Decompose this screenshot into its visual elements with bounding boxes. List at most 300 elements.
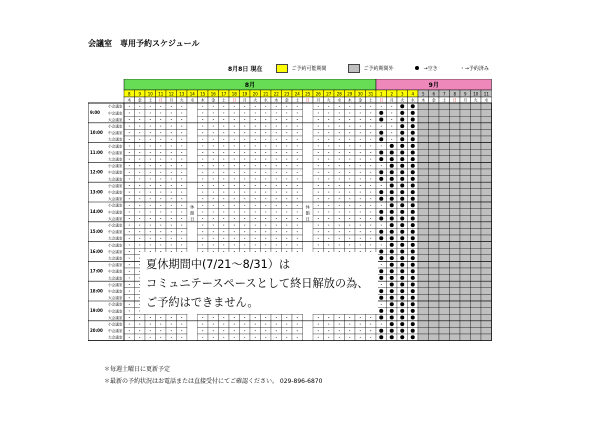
weekday-label: 火 (253, 97, 258, 103)
schedule-cell (418, 169, 429, 176)
booked-mark (349, 165, 350, 166)
booked-mark (276, 145, 277, 146)
booked-mark (286, 185, 287, 186)
schedule-cell (450, 176, 461, 183)
booked-mark (318, 119, 319, 120)
room-label: 小会議室 (108, 124, 123, 129)
booked-mark (339, 324, 340, 325)
schedule-cell (460, 202, 471, 209)
schedule-cell (471, 103, 482, 110)
booked-mark (139, 324, 140, 325)
schedule-cell (471, 248, 482, 255)
booked-mark (181, 178, 182, 179)
available-dot (379, 190, 383, 194)
available-dot (400, 223, 404, 227)
booked-mark (244, 139, 245, 140)
schedule-cell (471, 189, 482, 196)
date-label: 13 (179, 91, 185, 97)
booked-mark (139, 159, 140, 160)
booked-mark (213, 145, 214, 146)
booked-mark (318, 218, 319, 219)
booked-mark (129, 284, 130, 285)
booked-mark (129, 139, 130, 140)
booked-mark (339, 159, 340, 160)
booked-mark (213, 330, 214, 331)
schedule-cell (439, 261, 450, 268)
booked-mark (150, 165, 151, 166)
weekday-label: 火 (179, 97, 184, 103)
booked-mark (139, 198, 140, 199)
weekday-label: 木 (127, 97, 132, 103)
booked-mark (171, 106, 172, 107)
schedule-cell (481, 308, 492, 315)
booked-mark (139, 218, 140, 219)
weekday-label: 水 (190, 97, 195, 103)
booked-mark (318, 165, 319, 166)
booked-mark (265, 211, 266, 212)
booked-mark (339, 126, 340, 127)
booked-mark (360, 317, 361, 318)
schedule-cell (418, 162, 429, 169)
available-dot (390, 250, 394, 254)
booked-mark (265, 205, 266, 206)
schedule-cell (460, 248, 471, 255)
booked-mark (244, 145, 245, 146)
closed-day-char: 休 (305, 204, 310, 210)
schedule-cell (429, 268, 440, 275)
booked-mark (244, 132, 245, 133)
booked-mark (381, 304, 382, 305)
room-label: 大会議室 (108, 177, 123, 182)
available-dot (411, 118, 415, 122)
booked-mark (360, 225, 361, 226)
time-slot-label: 20:00 (90, 328, 103, 333)
booked-mark (318, 337, 319, 338)
booked-mark (129, 291, 130, 292)
schedule-cell (481, 327, 492, 334)
booked-mark (181, 126, 182, 127)
booked-mark (223, 324, 224, 325)
booked-mark (255, 178, 256, 179)
available-dot (379, 269, 383, 273)
booked-mark (234, 337, 235, 338)
weekday-label: 土 (221, 97, 226, 103)
schedule-cell (471, 156, 482, 163)
available-dot (379, 131, 383, 135)
booked-mark (255, 192, 256, 193)
booked-mark (360, 172, 361, 173)
available-dot (379, 230, 383, 234)
booked-mark (297, 152, 298, 153)
booked-mark (234, 172, 235, 173)
booked-mark (370, 165, 371, 166)
schedule-cell (481, 143, 492, 150)
booked-mark (318, 317, 319, 318)
booked-mark (181, 205, 182, 206)
booked-mark (202, 159, 203, 160)
date-label: 14 (189, 91, 195, 97)
booked-mark (234, 225, 235, 226)
schedule-cell (471, 334, 482, 341)
booked-mark (129, 205, 130, 206)
available-dot (390, 203, 394, 207)
booked-mark (223, 330, 224, 331)
booked-mark (223, 231, 224, 232)
available-dot (411, 236, 415, 240)
booked-mark (360, 244, 361, 245)
booked-mark (286, 172, 287, 173)
weekday-label: 火 (473, 97, 478, 103)
booked-mark (150, 126, 151, 127)
as-of-date: 8月8日 現在 (228, 65, 263, 73)
weekday-label: 金 (284, 97, 289, 103)
booked-mark (286, 225, 287, 226)
schedule-cell (471, 301, 482, 308)
booked-mark (349, 198, 350, 199)
schedule-cell (450, 255, 461, 262)
schedule-cell (429, 143, 440, 150)
schedule-cell (481, 294, 492, 301)
booked-mark (276, 198, 277, 199)
booked-mark (286, 152, 287, 153)
weekday-label: 土 (295, 97, 300, 103)
booked-mark (297, 139, 298, 140)
booked-mark (181, 172, 182, 173)
available-dot (411, 164, 415, 168)
date-label: 9 (138, 91, 142, 97)
schedule-cell (471, 129, 482, 136)
available-dot (390, 144, 394, 148)
booked-mark (339, 178, 340, 179)
date-label: 4 (411, 91, 415, 97)
available-dot (390, 243, 394, 247)
booked-mark (255, 330, 256, 331)
booked-mark (255, 317, 256, 318)
booked-mark (265, 132, 266, 133)
booked-mark (265, 192, 266, 193)
schedule-cell (460, 308, 471, 315)
room-label: 小会議室 (108, 223, 123, 228)
schedule-cell (460, 176, 471, 183)
booked-dot-icon (415, 66, 419, 70)
available-dot (379, 316, 383, 320)
booked-mark (160, 178, 161, 179)
available-dot (400, 283, 404, 287)
schedule-cell (450, 123, 461, 130)
available-dot (379, 111, 383, 115)
booked-mark (234, 165, 235, 166)
available-dot (411, 184, 415, 188)
date-label: 15 (200, 91, 206, 97)
booked-mark (213, 198, 214, 199)
available-dot (390, 177, 394, 181)
available-dot (400, 184, 404, 188)
date-label: 8 (453, 91, 457, 97)
weekday-label: 日 (232, 97, 237, 103)
room-label: 大会議室 (108, 157, 123, 162)
booked-mark (297, 330, 298, 331)
available-dot (400, 236, 404, 240)
booked-mark (202, 119, 203, 120)
closed-day-char: 日 (190, 216, 195, 222)
booked-mark (286, 337, 287, 338)
available-dot (400, 230, 404, 234)
schedule-cell (471, 143, 482, 150)
date-label: 21 (263, 91, 269, 97)
schedule-cell (460, 327, 471, 334)
booked-mark (244, 152, 245, 153)
booked-mark (255, 218, 256, 219)
time-slot-label: 12:00 (90, 169, 103, 175)
schedule-cell (418, 228, 429, 235)
booked-mark (318, 231, 319, 232)
booked-mark (349, 244, 350, 245)
booked-mark (223, 244, 224, 245)
booked-mark (223, 238, 224, 239)
booked-mark (265, 152, 266, 153)
room-label: 小会議室 (108, 203, 123, 208)
booked-mark (223, 218, 224, 219)
date-label: 25 (305, 91, 311, 97)
booked-mark (244, 337, 245, 338)
available-dot (411, 283, 415, 287)
booked-mark (213, 185, 214, 186)
booked-mark (297, 317, 298, 318)
schedule-cell (439, 189, 450, 196)
schedule-cell (418, 222, 429, 229)
booked-mark (255, 172, 256, 173)
date-label: 2 (390, 91, 394, 97)
available-dot (390, 329, 394, 333)
schedule-cell (481, 235, 492, 242)
booked-mark (213, 132, 214, 133)
schedule-cell (450, 248, 461, 255)
booked-mark (381, 185, 382, 186)
available-dot (379, 329, 383, 333)
booked-mark (181, 132, 182, 133)
booked-mark (213, 211, 214, 212)
booked-mark (391, 132, 392, 133)
booked-mark (276, 205, 277, 206)
booked-mark (276, 211, 277, 212)
schedule-cell (429, 294, 440, 301)
booked-mark (223, 198, 224, 199)
available-dot (400, 289, 404, 293)
booked-mark (234, 317, 235, 318)
booked-mark (255, 198, 256, 199)
schedule-cell (460, 255, 471, 262)
booked-mark (171, 185, 172, 186)
schedule-cell (471, 327, 482, 334)
available-dot (379, 250, 383, 254)
booked-mark (160, 225, 161, 226)
booked-mark (202, 244, 203, 245)
schedule-cell (460, 156, 471, 163)
booked-mark (265, 185, 266, 186)
available-dot (390, 316, 394, 320)
schedule-cell (460, 129, 471, 136)
time-slot-label: 19:00 (90, 308, 103, 314)
time-slot-label: 16:00 (90, 248, 103, 254)
booked-mark (265, 112, 266, 113)
schedule-cell (460, 189, 471, 196)
schedule-cell (460, 281, 471, 288)
available-dot (411, 256, 415, 260)
booked-mark (129, 225, 130, 226)
available-dot (379, 236, 383, 240)
booked-mark (244, 225, 245, 226)
schedule-cell (429, 195, 440, 202)
available-dot (400, 217, 404, 221)
schedule-cell (439, 156, 450, 163)
schedule-cell (450, 288, 461, 295)
booked-mark (328, 172, 329, 173)
booked-mark (213, 244, 214, 245)
schedule-cell (450, 268, 461, 275)
schedule-cell (481, 176, 492, 183)
booked-mark (370, 244, 371, 245)
schedule-cell (460, 261, 471, 268)
weekday-label: 日 (379, 97, 384, 103)
booked-mark (181, 238, 182, 239)
schedule-cell (471, 275, 482, 282)
available-dot (390, 302, 394, 306)
schedule-cell (481, 275, 492, 282)
booked-mark (328, 337, 329, 338)
booked-mark (297, 225, 298, 226)
booked-mark (297, 198, 298, 199)
booked-mark (360, 178, 361, 179)
schedule-cell (481, 136, 492, 143)
available-dot (400, 144, 404, 148)
schedule-cell (450, 110, 461, 117)
booked-mark (318, 244, 319, 245)
available-dot (379, 151, 383, 155)
available-dot (411, 210, 415, 214)
schedule-cell (429, 189, 440, 196)
booked-mark (150, 211, 151, 212)
booked-mark (349, 330, 350, 331)
booked-mark (349, 172, 350, 173)
booked-mark (181, 198, 182, 199)
schedule-cell (439, 129, 450, 136)
available-dot (390, 276, 394, 280)
schedule-cell (460, 235, 471, 242)
schedule-cell (460, 143, 471, 150)
weekday-label: 金 (358, 97, 363, 103)
booked-mark (328, 218, 329, 219)
booked-mark (181, 119, 182, 120)
booked-mark (360, 185, 361, 186)
available-dot (390, 170, 394, 174)
date-label: 10 (147, 91, 153, 97)
room-label: 小会議室 (108, 243, 123, 248)
booked-mark (276, 324, 277, 325)
booked-mark (139, 112, 140, 113)
booked-mark (129, 159, 130, 160)
booked-mark (129, 106, 130, 107)
booked-mark (139, 192, 140, 193)
schedule-cell (460, 103, 471, 110)
booked-mark (286, 132, 287, 133)
schedule-cell (450, 143, 461, 150)
booked-mark (370, 126, 371, 127)
booked-mark (150, 145, 151, 146)
date-label: 7 (442, 91, 446, 97)
booked-mark (234, 238, 235, 239)
booked-mark (339, 139, 340, 140)
booked-mark (360, 106, 361, 107)
room-label: 小会議室 (108, 183, 123, 188)
schedule-cell (439, 235, 450, 242)
booked-mark (202, 317, 203, 318)
date-label: 27 (326, 91, 332, 97)
schedule-cell (450, 182, 461, 189)
booked-mark (181, 324, 182, 325)
schedule-cell (429, 202, 440, 209)
booked-mark (276, 126, 277, 127)
booked-mark (286, 238, 287, 239)
booked-mark (213, 192, 214, 193)
booked-mark (244, 126, 245, 127)
available-dot (400, 302, 404, 306)
schedule-cell (439, 202, 450, 209)
date-label: 17 (221, 91, 227, 97)
booked-mark (213, 165, 214, 166)
booked-mark (160, 152, 161, 153)
booked-mark (265, 198, 266, 199)
schedule-cell (460, 242, 471, 249)
schedule-cell (418, 275, 429, 282)
time-slot-label: 14:00 (90, 209, 103, 215)
date-label: 6 (432, 91, 436, 97)
available-dot (379, 217, 383, 221)
booked-mark (370, 330, 371, 331)
booked-mark (370, 198, 371, 199)
booked-mark (328, 205, 329, 206)
booked-mark (171, 231, 172, 232)
booked-mark (213, 172, 214, 173)
schedule-cell (439, 209, 450, 216)
booked-mark (328, 211, 329, 212)
available-dot (390, 335, 394, 339)
booked-mark (339, 330, 340, 331)
booked-mark (171, 126, 172, 127)
booked-mark (129, 218, 130, 219)
booked-mark (129, 185, 130, 186)
weekday-label: 木 (347, 97, 352, 103)
available-dot (390, 164, 394, 168)
schedule-cell (418, 143, 429, 150)
schedule-cell (460, 222, 471, 229)
booked-mark (318, 112, 319, 113)
booked-mark (318, 198, 319, 199)
booked-mark (328, 106, 329, 107)
booked-mark (370, 139, 371, 140)
room-label: 中会議室 (108, 289, 123, 294)
available-dot (411, 322, 415, 326)
booked-mark (234, 139, 235, 140)
schedule-cell (439, 162, 450, 169)
booked-mark (370, 152, 371, 153)
schedule-cell (471, 162, 482, 169)
booked-mark (328, 145, 329, 146)
booked-mark (160, 106, 161, 107)
weekday-label: 月 (242, 97, 247, 103)
booked-mark (276, 139, 277, 140)
schedule-cell (481, 162, 492, 169)
weekday-label: 月 (169, 97, 174, 103)
